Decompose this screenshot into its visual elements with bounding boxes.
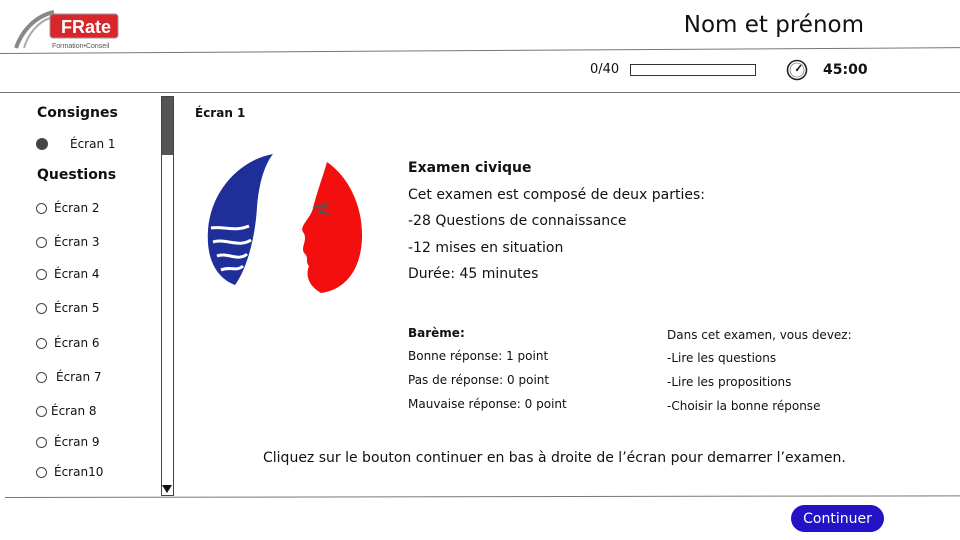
scroll-down-arrow-icon[interactable] [162,485,172,493]
logo-text: FRate [61,17,112,37]
sidebar-item-ecran-2[interactable] [36,201,100,215]
progress-count: 0/40 [590,62,620,77]
sidebar-item-ecran-5[interactable] [36,301,100,315]
intro-line: Cet examen est composé de deux parties: [408,187,705,203]
grading-line: Pas de réponse: 0 point [408,373,550,387]
toolbar-divider [0,92,960,93]
radio-icon [36,372,47,383]
intro-line: -28 Questions de connaissance [408,213,627,229]
sidebar-item-ecran-7[interactable] [36,370,102,384]
scrollbar-thumb[interactable] [162,97,173,155]
marianne-logo [205,152,370,297]
exam-title: Examen civique [408,160,532,176]
radio-icon [36,269,47,280]
sidebar-item-label: Écran 6 [54,336,100,350]
sidebar-item-ecran-9[interactable] [36,435,100,449]
grading-line: Mauvaise réponse: 0 point [408,397,567,411]
sidebar-item-label: Écran 4 [54,267,100,281]
sidebar-item-ecran-8[interactable] [36,404,97,418]
sidebar-item-ecran-3[interactable] [36,235,100,249]
sidebar-item-label: Écran 2 [54,201,100,215]
intro-line: -12 mises en situation [408,240,564,256]
radio-icon [36,437,47,448]
task-line: -Lire les questions [667,351,777,365]
candidate-name: Nom et prénom [683,12,864,38]
grading-line: Bonne réponse: 1 point [408,349,549,363]
radio-icon [36,406,47,417]
sidebar-item-label: Écran 1 [70,137,116,151]
logo-tagline: Formation•Conseil [52,43,110,50]
header-divider [0,47,960,54]
radio-icon [36,338,47,349]
timer-value: 45:00 [823,62,868,78]
task-line: -Choisir la bonne réponse [667,399,821,413]
sidebar-item-ecran-1[interactable] [36,137,116,151]
sidebar-item-label: Écran 9 [54,435,100,449]
radio-selected-icon [36,138,48,150]
sidebar-item-ecran-10[interactable] [36,465,103,479]
start-instruction: Cliquez sur le bouton continuer en bas à droite de l’écran pour demarrer l’examen. [263,450,846,466]
radio-icon [36,303,47,314]
sidebar-item-label: Écran 3 [54,235,100,249]
sidebar-item-label: Écran 5 [54,301,100,315]
radio-icon [36,467,47,478]
frate-logo [14,8,126,52]
questions-section-title: Questions [37,167,117,183]
stopwatch-icon [785,58,809,82]
continue-button[interactable]: Continuer [791,505,884,532]
sidebar-item-ecran-6[interactable] [36,336,100,350]
footer-divider [5,495,960,498]
task-line: -Lire les propositions [667,375,792,389]
screen-title: Écran 1 [195,106,246,120]
sidebar-item-ecran-4[interactable] [36,267,100,281]
instructions-section-title: Consignes [37,105,118,121]
intro-line: Durée: 45 minutes [408,266,539,282]
tasks-title: Dans cet examen, vous devez: [667,328,852,342]
radio-icon [36,237,47,248]
radio-icon [36,203,47,214]
sidebar-scrollbar[interactable] [161,96,174,496]
sidebar-item-label: Écran 8 [51,404,97,418]
sidebar-item-label: Écran 7 [56,370,102,384]
sidebar-item-label: Écran10 [54,465,104,479]
progress-bar [630,64,756,76]
grading-title: Barème: [408,326,465,340]
